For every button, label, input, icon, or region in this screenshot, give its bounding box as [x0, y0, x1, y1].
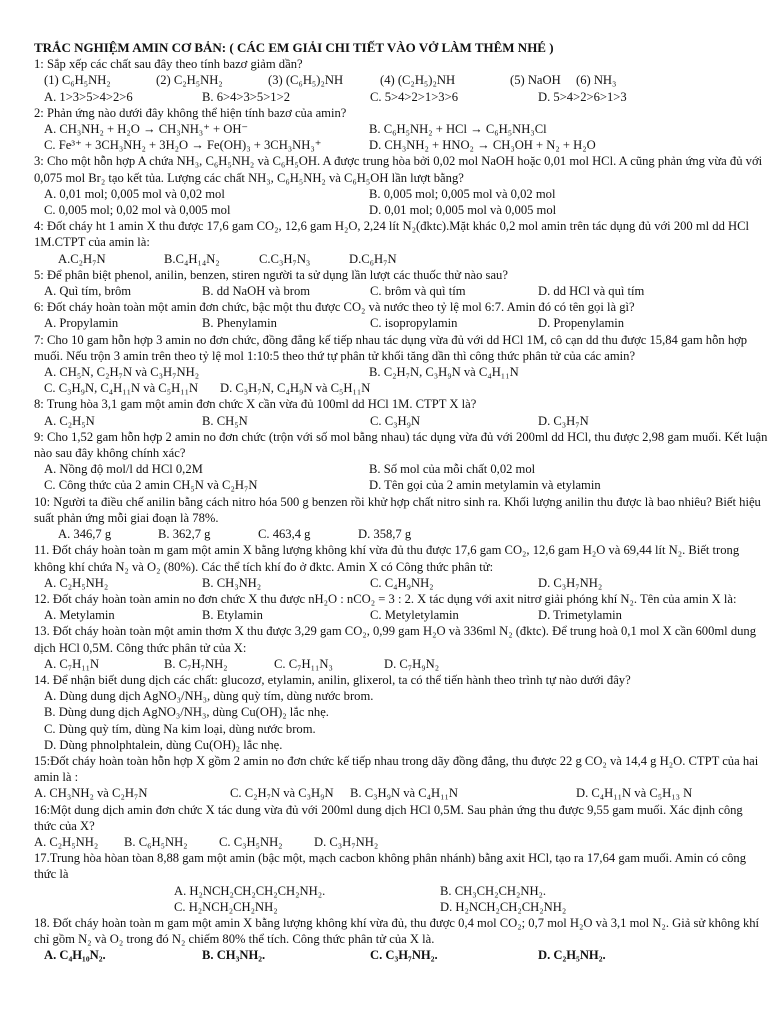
option-c: C. 0,005 mol; 0,02 mol và 0,005 mol — [44, 203, 231, 218]
question-1 — [34, 56, 768, 72]
question-11 — [34, 542, 768, 574]
question-8 — [34, 396, 768, 412]
substance-item: (4) (C₂H₅)₂NH — [380, 73, 456, 88]
option-c: C. C₃H₅NH₂ — [219, 834, 283, 849]
option-c: C.C₃H₇N₃ — [259, 251, 311, 266]
option-c: C. C₄H₉NH₂ — [370, 575, 434, 590]
option-b: B. dd NaOH và brom — [202, 284, 311, 299]
question-stem: 11. Đốt cháy hoàn toàn m gam một amin X bằng lượng không khí vừa đủ thu được 17,6 gam CO₂, 12,6 gam H₂O và 69,44 lít N₂. Biết trong không khí chứa N₂ và O₂ (80%). Các thể tích khí đo ở đktc. Amin X có Công thức phân tử: — [34, 543, 740, 574]
option-d: D. C₃H₇N — [538, 413, 589, 428]
option-b: B. C₃H₉N và C₄H₁₁N — [350, 786, 459, 801]
option-a: A. CH₅N, C₂H₇N và C₃H₇NH₂ — [44, 365, 200, 380]
options-row — [34, 315, 768, 331]
options-row — [34, 89, 768, 105]
options-row — [34, 607, 768, 623]
option-a: A. H₂NCH₂CH₂CH₂CH₂NH₂. — [174, 883, 326, 898]
question-14 — [34, 672, 768, 688]
option-b: B. C₆H₅NH₂ — [124, 834, 188, 849]
option-d: D. H₂NCH₂CH₂CH₂NH₂ — [440, 899, 567, 914]
question-stem: 9: Cho 1,52 gam hỗn hợp 2 amin no đơn chức (trộn với số mol bằng nhau) tác dụng vừa đủ với 200ml dd HCl, thu được 2,98 gam muối. Kết luận nào sau đây không chính xác? — [34, 429, 768, 461]
option-c: C. C₃H₉N — [370, 413, 421, 428]
options-row — [34, 461, 768, 477]
option-b: B. Dùng dung dịch AgNO₃/NH₃, dùng Cu(OH)₂ lắc nhẹ. — [44, 705, 329, 720]
options-row — [34, 283, 768, 299]
option-c: C. isopropylamin — [370, 316, 458, 331]
substance-item: (5) NaOH — [510, 73, 561, 88]
option-b: B. 362,7 g — [158, 527, 211, 542]
option-c: C. Fe³⁺ + 3CH₃NH₂ + 3H₂O → Fe(OH)₃ + 3CH₃NH₃⁺ — [44, 138, 322, 153]
options-row — [34, 883, 768, 899]
options-row — [34, 947, 768, 963]
options-row — [34, 137, 768, 153]
option-b: B. Phenylamin — [202, 316, 277, 331]
document-title: TRẮC NGHIỆM AMIN CƠ BẢN: ( CÁC EM GIẢI CHI TIẾT VÀO VỞ LÀM THÊM NHÉ ) — [34, 40, 554, 55]
question-2 — [34, 105, 768, 121]
question-16 — [34, 802, 768, 834]
options-row — [34, 477, 768, 493]
options-row — [34, 899, 768, 915]
options-row — [34, 656, 768, 672]
option-a: A. C₂H₅NH₂ — [34, 834, 99, 849]
substance-item: (2) C₂H₅NH₂ — [156, 73, 223, 88]
question-stem: 10: Người ta điều chế anilin bằng cách nitro hóa 500 g benzen rồi khử hợp chất nitro sinh ra. Khối lượng anilin thu được là bao nhiêu? Biết hiệu suất phản ứng mỗi giai đoạn là 78%. — [34, 494, 761, 525]
option-c: C. 463,4 g — [258, 527, 311, 542]
question-stem: 2: Phản ứng nào dưới đây không thể hiện tính bazơ của amin? — [34, 105, 347, 120]
question-stem: 8: Trung hòa 3,1 gam một amin đơn chức X cần vừa đủ 100ml dd HCl 1M. CTPT X là? — [34, 397, 477, 412]
option-d: D. C₃H₇N, C₄H₉N và C₅H₁₁N — [220, 381, 371, 396]
option-a: A. C₇H₁₁N — [44, 656, 100, 671]
question-stem: 3: Cho một hỗn hợp A chứa NH₃, C₆H₅NH₂ và C₆H₅OH. A được trung hòa bởi 0,02 mol NaOH hoặc 0,01 mol HCl. A cũng phản ứng vừa đủ với 0,075 mol Br₂ tạo kết tủa. Lượng các chất NH₃, C₆H₅NH₂ và C₆H₅OH lần lượt bằng? — [34, 154, 763, 185]
option-d: D. Trimetylamin — [538, 608, 622, 623]
question-17 — [34, 850, 768, 882]
option-d: D. Propenylamin — [538, 316, 625, 331]
option-d: D. Tên gọi của 2 amin metylamin và etylamin — [369, 478, 601, 493]
question-stem: 6: Đốt cháy hoàn toàn một amin đơn chức, bậc một thu được CO₂ và nước theo tỷ lệ mol 6:7. Amin đó có tên gọi là gì? — [34, 300, 635, 315]
option-b: B. CH₃NH₂. — [202, 948, 266, 963]
option-c: C. brôm và quì tím — [370, 284, 466, 299]
option-a: A. C₂H₅N — [44, 413, 95, 428]
options-row — [34, 364, 768, 380]
question-5 — [34, 267, 768, 283]
question-3 — [34, 153, 768, 185]
option-a: A. Metylamin — [44, 608, 115, 623]
options-row — [34, 413, 768, 429]
question-stem: 17.Trung hòa hòan tòan 8,88 gam một amin (bậc một, mạch cacbon không phân nhánh) bằng axit HCl, tạo ra 17,64 gam muối. Amin có công thức là — [34, 851, 746, 882]
option-b: B. C₂H₇N, C₃H₉N và C₄H₁₁N — [369, 365, 519, 380]
option-c: C. 5>4>2>1>3>6 — [370, 89, 458, 104]
options-row — [34, 834, 768, 850]
option-b: B. Số mol của mỗi chất 0,02 mol — [369, 462, 536, 477]
option-c: C. Dùng quỳ tím, dùng Na kim loại, dùng nước brom. — [44, 721, 316, 736]
option-a: A. Nồng độ mol/l dd HCl 0,2M — [44, 462, 203, 477]
question-10 — [34, 494, 768, 526]
substance-item: (6) NH₃ — [576, 73, 617, 88]
option-d: D. CH₃NH₂ + HNO₂ → CH₃OH + N₂ + H₂O — [369, 138, 596, 153]
question-stem: 18. Đốt cháy hoàn toàn m gam một amin X bằng lượng không khí vừa đủ, thu được 0,4 mol CO₂; 0,7 mol H₂O và 3,1 mol N₂. Giả sử không khí chỉ gồm N₂ và O₂ trong đó N₂ chiếm 80% thể tích. Công thức phân tử của X là. — [34, 915, 760, 947]
question-6 — [34, 299, 768, 315]
option-d: D. 5>4>2>6>1>3 — [538, 89, 627, 104]
option-a: A. 1>3>5>4>2>6 — [44, 89, 133, 104]
options-row — [34, 251, 768, 267]
option-a: A. CH₃NH₂ và C₂H₇N — [34, 786, 148, 801]
options-row — [34, 526, 768, 542]
option-a: A. C₄H₁₀N₂. — [44, 948, 106, 963]
question-13 — [34, 623, 768, 655]
option-d: D. C₇H₉N₂ — [384, 656, 440, 671]
option-a: A. C₂H₅NH₂ — [44, 575, 109, 590]
option-b: B. CH₃CH₂CH₂NH₂. — [440, 883, 547, 898]
question-stem: 1: Sắp xếp các chất sau đây theo tính bazơ giảm dần? — [34, 57, 303, 72]
option-c: C. C₃H₇NH₂. — [370, 948, 438, 963]
option-b: B. C₆H₅NH₂ + HCl → C₆H₅NH₃Cl — [369, 122, 547, 137]
option-c: C. C₇H₁₁N₃ — [274, 656, 333, 671]
question-15 — [34, 753, 768, 785]
question-9 — [34, 429, 768, 461]
option-c: C. Công thức của 2 amin CH₅N và C₂H₇N — [44, 478, 258, 493]
option-a: A. Propylamin — [44, 316, 119, 331]
question-7 — [34, 332, 768, 364]
question-stem: 7: Cho 10 gam hỗn hợp 3 amin no đơn chức, đồng đẳng kế tiếp nhau tác dụng vừa đủ với dd HCl 1M, cô cạn dd thu được 15,84 gam hỗn hợp muối. Nếu trộn 3 amin trên theo tỷ lệ mol 1:10:5 theo thứ tự phân tử khối tăng dần thì công thức phân tử của các amin? — [34, 332, 748, 363]
option-d: D. Dùng phnolphtalein, dùng Cu(OH)₂ lắc nhẹ. — [44, 737, 283, 752]
option-c: C. H₂NCH₂CH₂NH₂ — [174, 899, 278, 914]
option-a: A. Quì tím, brôm — [44, 284, 132, 299]
option-a: A. 0,01 mol; 0,005 mol và 0,02 mol — [44, 186, 225, 201]
option-d: D. 358,7 g — [358, 527, 412, 542]
option-b: B. 0,005 mol; 0,005 mol và 0,02 mol — [369, 186, 556, 201]
options-row — [34, 186, 768, 202]
option-d: D. 0,01 mol; 0,005 mol và 0,005 mol — [369, 203, 557, 218]
options-row — [34, 380, 768, 396]
option-b: B. Etylamin — [202, 608, 263, 623]
option-a: A. CH₃NH₂ + H₂O → CH₃NH₃⁺ + OH⁻ — [44, 122, 249, 137]
option-a: A. 346,7 g — [58, 527, 112, 542]
option-d: D. C₃H₇NH₂ — [538, 575, 603, 590]
question-stem: 15:Đốt cháy hoàn toàn hỗn hợp X gồm 2 amin no đơn chức kế tiếp nhau trong dãy đồng đẳng, thu được 22 g CO₂ và 14,4 g H₂O. CTPT của hai amin là : — [34, 753, 759, 785]
option-b: B.C₄H₁₄N₂ — [164, 251, 220, 266]
question-12 — [34, 591, 768, 607]
options-row — [34, 202, 768, 218]
option-a: A. Dùng dung dịch AgNO₃/NH₃, dùng quỳ tím, dùng nước brom. — [44, 689, 374, 704]
substance-item: (3) (C₆H₅)₂NH — [268, 73, 344, 88]
option-c: C. Metyletylamin — [370, 608, 459, 623]
option-b: B. 6>4>3>5>1>2 — [202, 89, 290, 104]
substance-list — [34, 72, 768, 88]
question-4 — [34, 218, 768, 250]
options-row — [34, 785, 768, 801]
options-row — [34, 121, 768, 137]
question-18 — [34, 915, 768, 947]
option-d: D. dd HCl và quì tím — [538, 284, 645, 299]
option-d: D.C₆H₇N — [349, 251, 397, 266]
question-stem: 13. Đốt cháy hoàn toàn một amin thơm X thu được 3,29 gam CO₂, 0,99 gam H₂O và 336ml N₂ (đktc). Để trung hoà 0,1 mol X cần 600ml dung dịch HCl 0,5M. Công thức phân tử của X: — [34, 624, 757, 655]
option-c: C. C₃H₉N, C₄H₁₁N và C₅H₁₁N — [44, 381, 199, 396]
question-stem: 4: Đốt cháy ht 1 amin X thu được 17,6 gam CO₂, 12,6 gam H₂O, 2,24 lít N₂(đktc).Mặt khác 0,2 mol amin trên tác dụng đủ với 200 ml dd HCl 1M.CTPT của amin là: — [34, 219, 750, 250]
question-stem: 12. Đốt cháy hoàn toàn amin no đơn chức X thu được nH₂O : nCO₂ = 3 : 2. X tác dụng với axit nitrơ giải phóng khí N₂. Tên của amin X là: — [34, 591, 737, 606]
substance-item: (1) C₆H₅NH₂ — [44, 73, 111, 88]
options-row — [34, 575, 768, 591]
question-stem: 5: Để phân biệt phenol, anilin, benzen, stiren người ta sử dụng lần lượt các thuốc thử nào sau? — [34, 267, 508, 282]
option-d: D. C₂H₅NH₂. — [538, 948, 606, 963]
option-b: B. C₇H₇NH₂ — [164, 656, 228, 671]
question-stem: 14. Để nhận biết dung dịch các chất: glucozơ, etylamin, anilin, glixerol, ta có thể tiến hành theo trình tự nào dưới đây? — [34, 672, 631, 687]
option-b: B. CH₃NH₂ — [202, 575, 262, 590]
option-d: D. C₃H₇NH₂ — [314, 834, 379, 849]
question-stem: 16:Một dung dịch amin đơn chức X tác dung vừa đủ với 200ml dung dịch HCl 0,5M. Sau phản ứng thu được 9,55 gam muối. Xác định công thức của X? — [34, 802, 743, 833]
option-a: A.C₂H₇N — [58, 251, 106, 266]
option-d: D. C₄H₁₁N và C₅H₁₃ N — [576, 786, 693, 801]
option-c: C. C₂H₇N và C₃H₉N — [230, 786, 334, 801]
option-b: B. CH₅N — [202, 413, 248, 428]
